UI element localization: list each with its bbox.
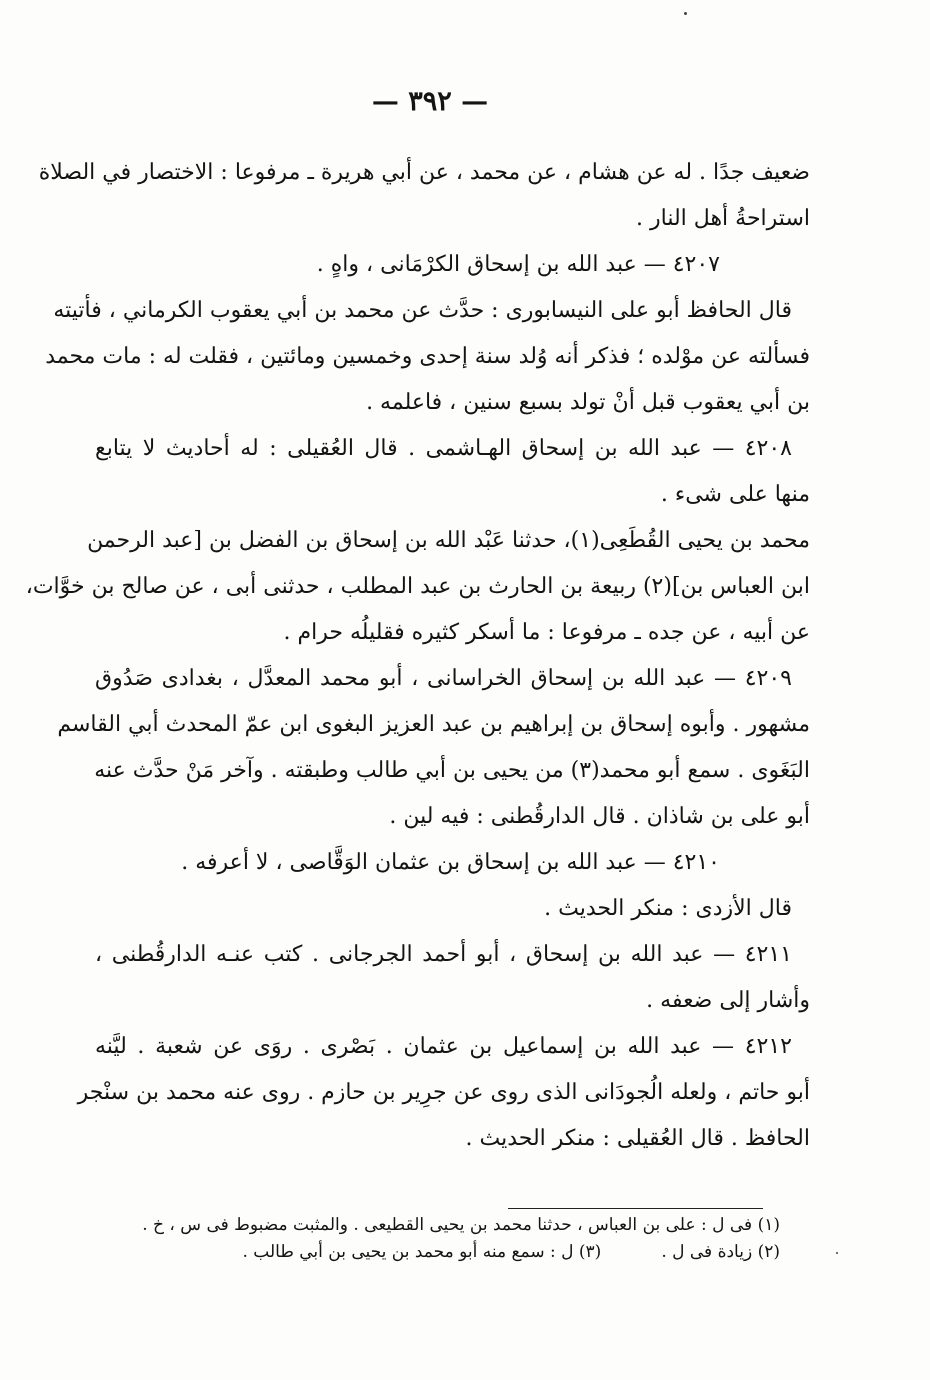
text-line: ٤٢١٠ — عبد الله بن إسحاق بن عثمان الوَقَّاصى ، لا أعرفه . (181, 850, 720, 875)
footnote-2: (٢) زيادة فى ل . (661, 1242, 780, 1262)
text-line: ٤٢٠٨ — عبد الله بن إسحاق الهـاشمى . قال العُقيلى : له أحاديث لا يتابع (95, 436, 792, 461)
text-line: ٤٢٠٩ — عبد الله بن إسحاق الخراسانى ، أبو محمد المعدَّل ، بغدادى صَدُوق (95, 666, 792, 691)
text-line: ابن العباس بن](٢) ربيعة بن الحارث بن عبد المطلب ، حدثنى أبى ، عن صالح بن خوَّات، (25, 574, 810, 599)
main-text (25, 150, 810, 1162)
text-line: ٤٢١٢ — عبد الله بن إسماعيل بن عثمان . بَصْرى . روَى عن شعبة . ليَّنه (95, 1034, 792, 1059)
text-line: ٤٢١١ — عبد الله بن إسحاق ، أبو أحمد الجرجانى . كتب عنـه الدارقُطنى ، (95, 942, 792, 967)
text-line: ضعيف جدًا . له عن هشام ، عن محمد ، عن أبي هريرة ـ مرفوعا : الاختصار في الصلاة (38, 160, 810, 185)
text-line: أبو على بن شاذان . قال الدارقُطنى : فيه لين . (389, 804, 810, 829)
text-line: وأشار إلى ضعفه . (646, 988, 810, 1013)
text-line: محمد بن يحيى القُطَعِى(١)، حدثنا عَبْد الله بن إسحاق بن الفضل بن [عبد الرحمن (87, 528, 810, 553)
text-line: استراحةُ أهل النار . (636, 206, 810, 231)
footnote-1: (١) فى ل : على بن العباس ، حدثنا محمد بن يحيى القطيعى . والمثبت مضبوط فى س ، خ . (142, 1215, 780, 1235)
text-line: فسألته عن موْلده ؛ فذكر أنه وُلد سنة إحدى وخمسين ومائتين ، فقلت له : مات محمد (45, 344, 810, 369)
text-line: قال الحافظ أبو على النيسابورى : حدَّث عن محمد بن أبي يعقوب الكرماني ، فأتيته (53, 298, 792, 323)
text-line: مشهور . وأبوه إسحاق بن إبراهيم بن عبد العزيز البغوى ابن عمّ المحدث أبي القاسم (57, 712, 810, 737)
footnotes (95, 1212, 810, 1266)
text-line: عن أبيه ، عن جده ـ مرفوعا : ما أسكر كثيره فقليلُه حرام . (283, 620, 810, 645)
print-speck (836, 1252, 838, 1254)
text-line: أبو حاتم ، ولعله الُجودَانى الذى روى عن جرِير بن حازم . روى عنه محمد بن سنْجر (77, 1080, 810, 1105)
footnote-separator (508, 1208, 763, 1209)
page-number: — ٣٩٢ — (371, 86, 489, 117)
footnote-row-2 (95, 1239, 810, 1266)
text-line: البَغَوى . سمع أبو محمد(٣) من يحيى بن أبي طالب وطبقته . وآخر مَنْ حدَّث عنه (94, 758, 810, 783)
text-line: الحافظ . قال العُقيلى : منكر الحديث . (465, 1126, 810, 1151)
text-line: بن أبي يعقوب قبل أنْ تولد بسبع سنين ، فاعلمه . (366, 390, 810, 415)
text-line: ٤٢٠٧ — عبد الله بن إسحاق الكرْمَانى ، واهٍ . (316, 252, 720, 277)
text-line: منها على شىء . (660, 482, 810, 507)
print-speck (684, 12, 687, 15)
footnote-3: (٣) ل : سمع منه أبو محمد بن يحيى بن أبي طالب . (242, 1242, 602, 1262)
text-line: قال الأزدى : منكر الحديث . (544, 896, 792, 921)
